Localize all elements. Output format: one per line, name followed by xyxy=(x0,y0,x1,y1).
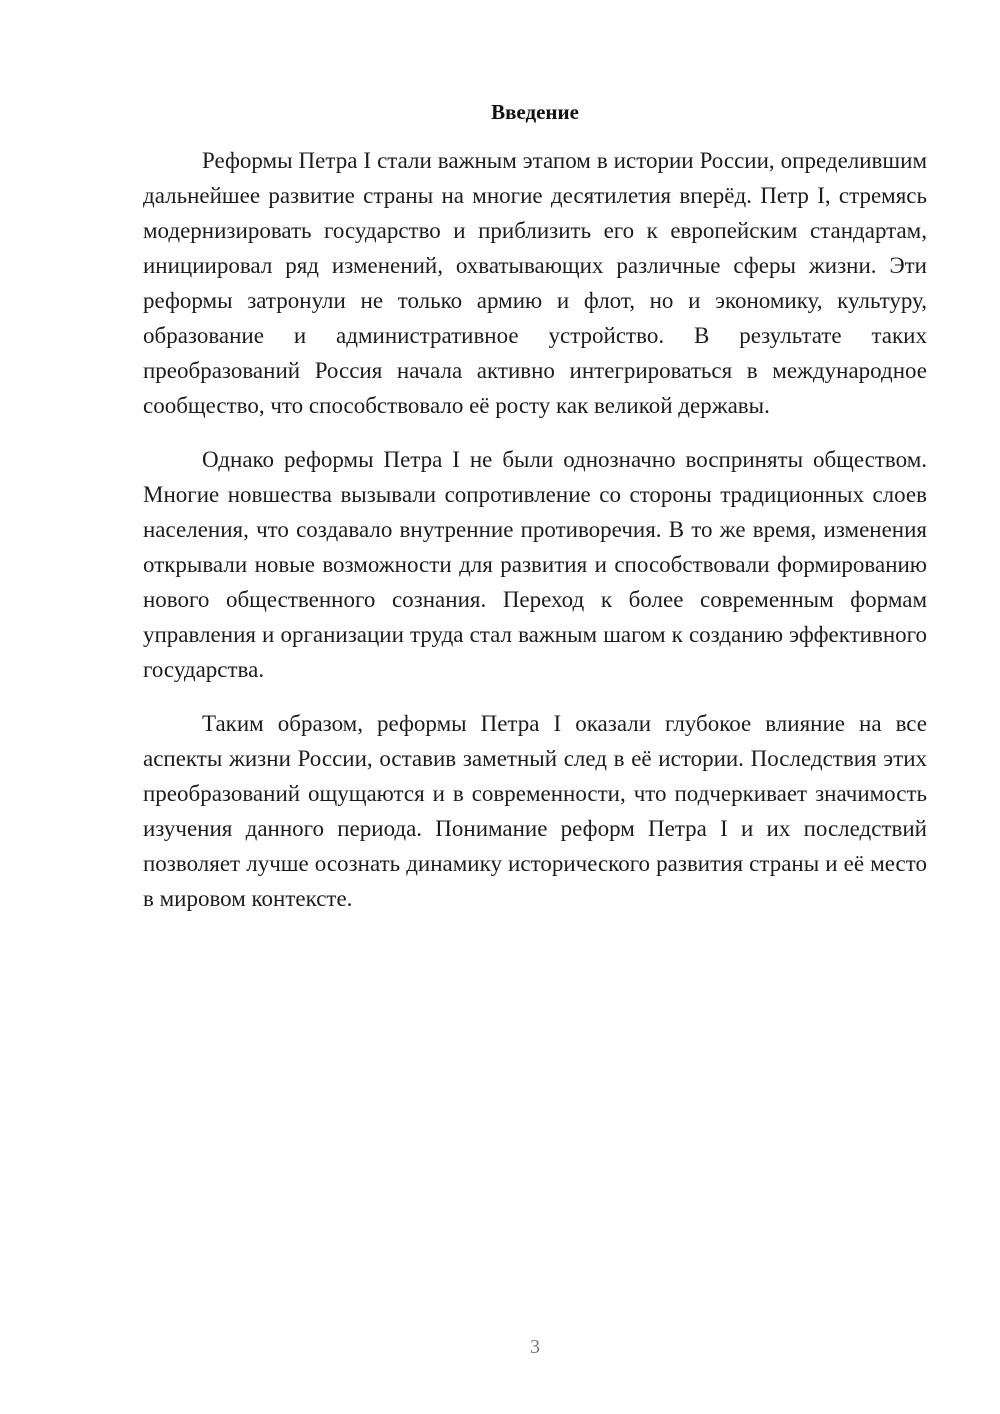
paragraph-3: Таким образом, реформы Петра I оказали глубокое влияние на все аспекты жизни России, оставив заметный след в её истории. Последствия этих преобразований ощущаются и в современности, что подчеркивает значимость изучения данного периода. Понимание реформ Петра I и их последствий позволяет лучше осознать динамику исторического развития страны и её место в мировом контексте. xyxy=(143,711,927,911)
section-heading: Введение xyxy=(491,100,579,124)
body-text xyxy=(143,143,927,935)
page-number: 3 xyxy=(530,1336,540,1358)
paragraph-2: Однако реформы Петра I не были однозначно восприняты обществом. Многие новшества вызывали сопротивление со стороны традиционных слоев населения, что создавало внутренние противоречия. В то же время, изменения открывали новые возможности для развития и способствовали формированию нового общественного сознания. Переход к более современным формам управления и организации труда стал важным шагом к созданию эффективного государства. xyxy=(143,447,927,682)
paragraph-1: Реформы Петра I стали важным этапом в истории России, определившим дальнейшее развитие страны на многие десятилетия вперёд. Петр I, стремясь модернизировать государство и приблизить его к европейским стандартам, инициировал ряд изменений, охватывающих различные сферы жизни. Эти реформы затронули не только армию и флот, но и экономику, культуру, образование и административное устройство. В результате таких преобразований Россия начала активно интегрироваться в международное сообщество, что способствовало её росту как великой державы. xyxy=(143,148,927,418)
